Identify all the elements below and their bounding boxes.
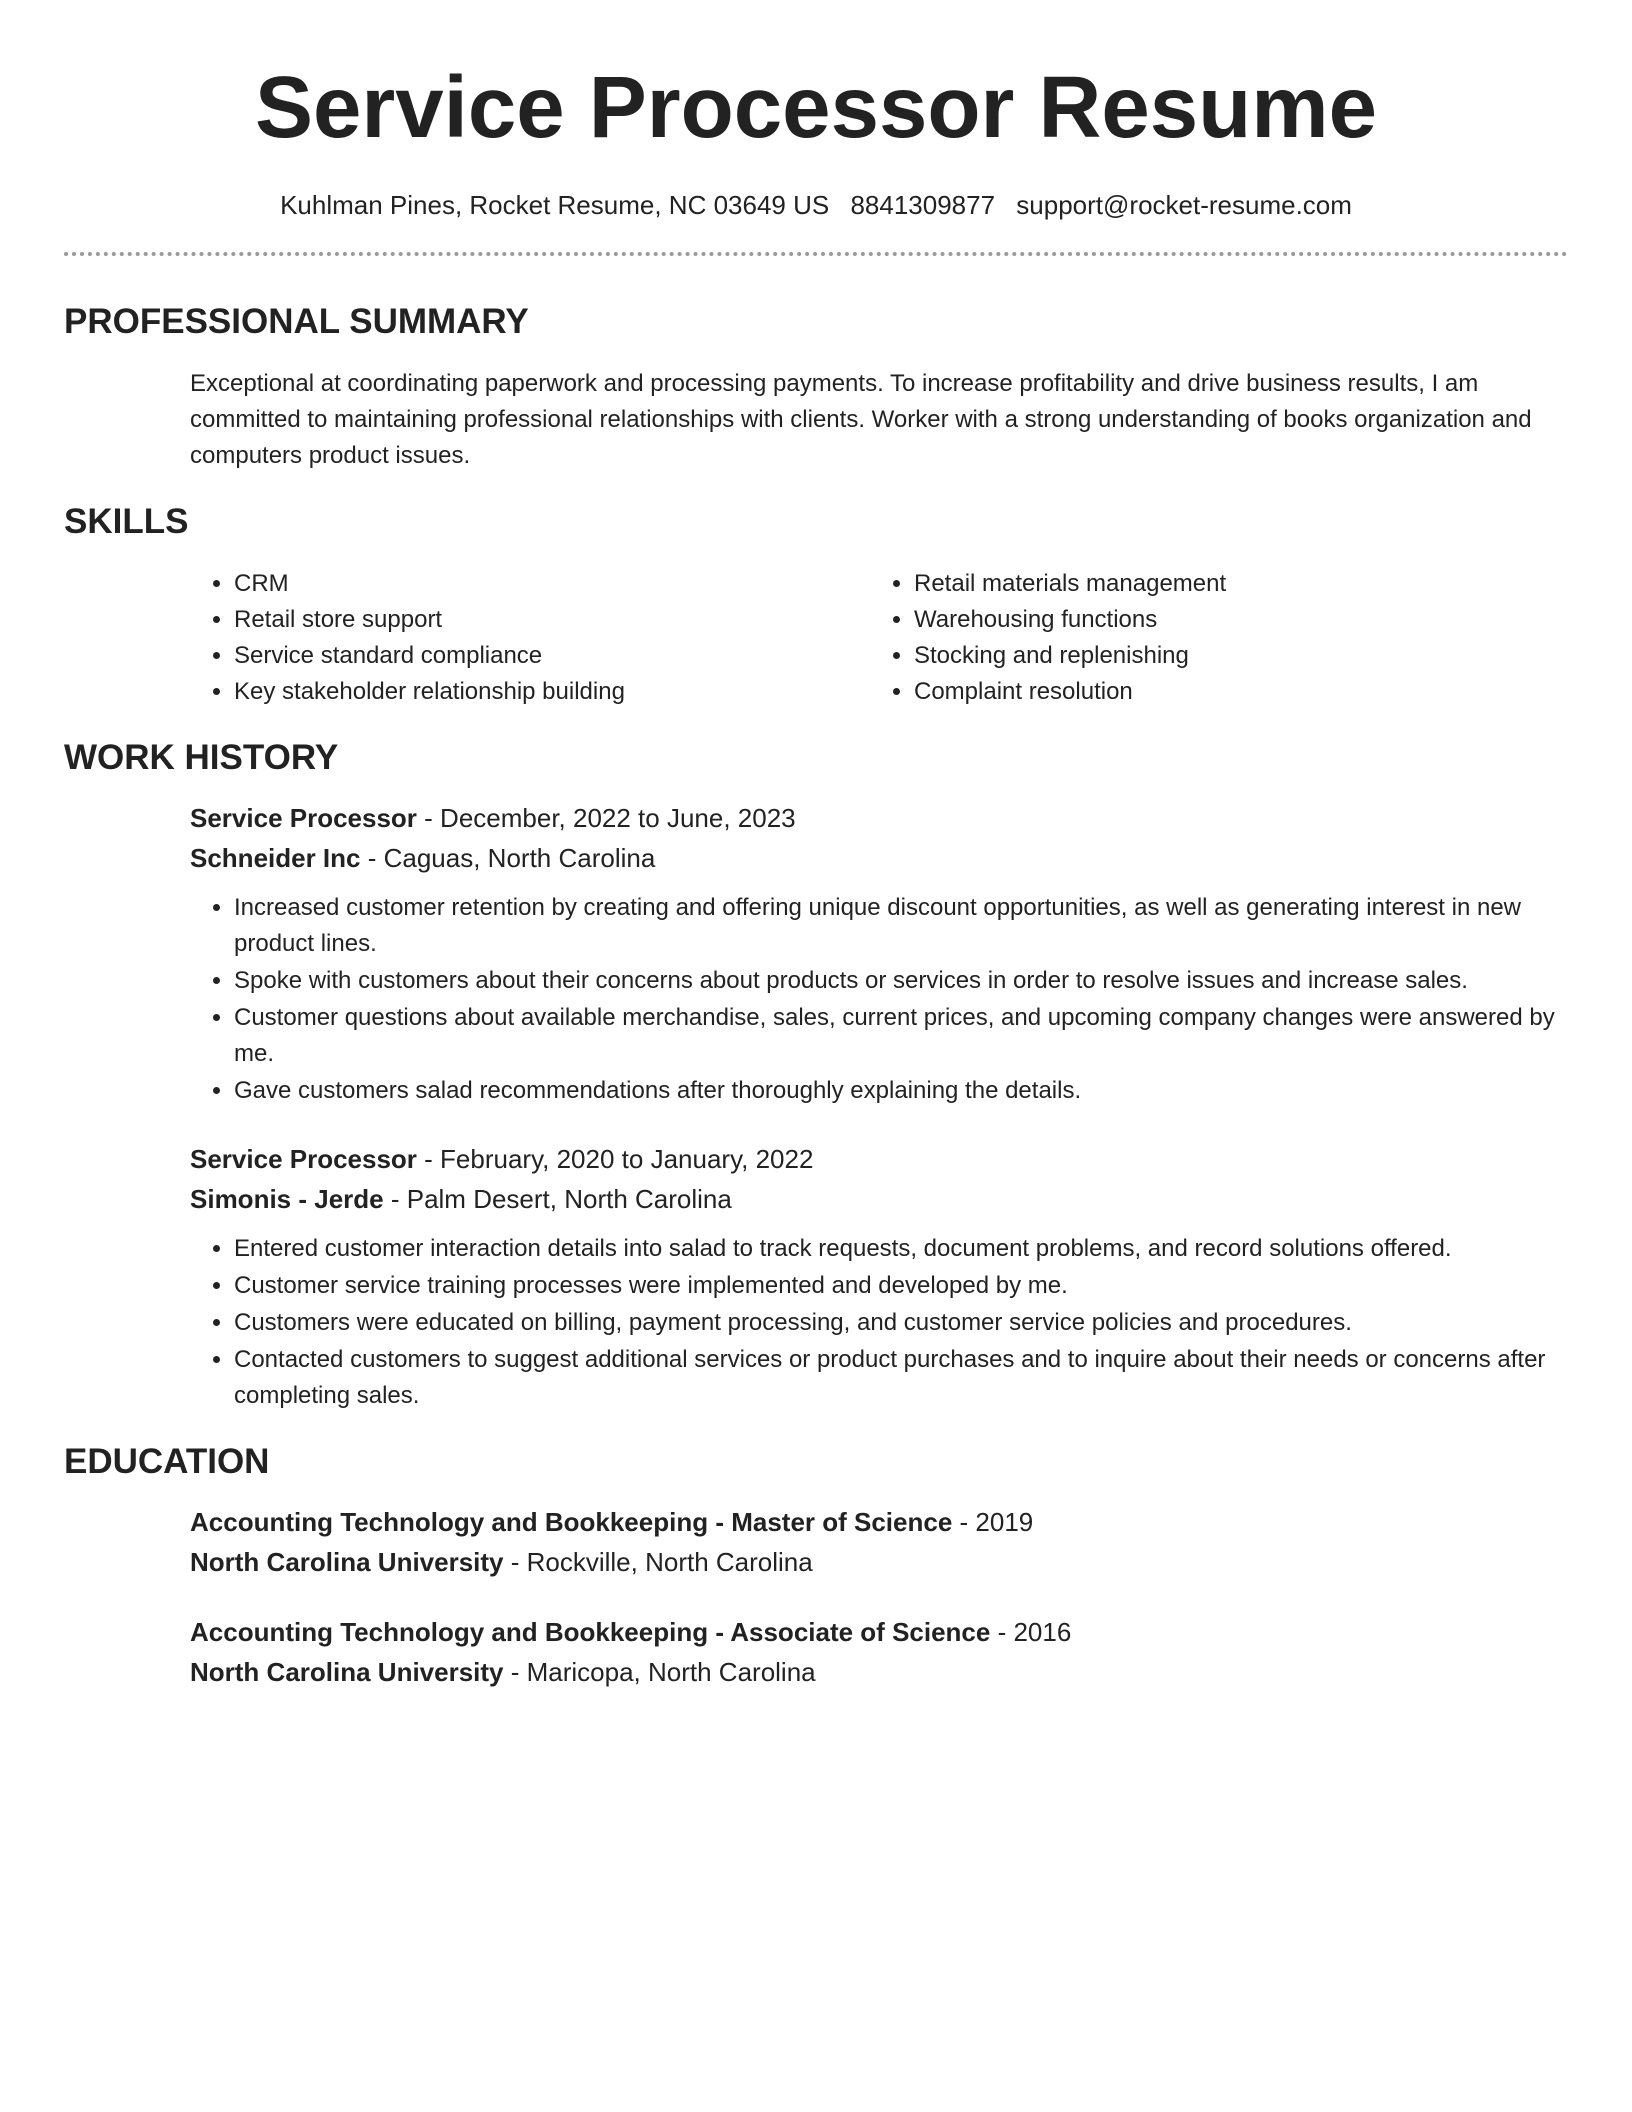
- duty-item: • Entered customer interaction details into salad to track requests, document problems, and record solutions offered.: [234, 1231, 1568, 1267]
- skill-item: • Service standard compliance: [234, 638, 870, 674]
- school-line: [190, 1652, 1568, 1692]
- skill-item: • Retail materials management: [914, 566, 1550, 602]
- job-title: Service Processor: [190, 1144, 417, 1174]
- job-company-line: [190, 1179, 1568, 1219]
- skills-column-right: [870, 566, 1550, 710]
- summary-heading: PROFESSIONAL SUMMARY: [64, 302, 529, 341]
- resume-title: Service Processor Resume: [255, 59, 1377, 156]
- duty-item: • Increased customer retention by creating and offering unique discount opportunities, as well as generating interest in new product lines.: [234, 890, 1568, 962]
- skill-item: • Key stakeholder relationship building: [234, 674, 870, 710]
- duty-item: • Gave customers salad recommendations after thoroughly explaining the details.: [234, 1073, 1568, 1109]
- duty-item: • Customer questions about available merchandise, sales, current prices, and upcoming company changes were answered by me.: [234, 1000, 1568, 1072]
- header-divider: [64, 252, 1568, 256]
- contact-address: Kuhlman Pines, Rocket Resume, NC 03649 US: [280, 190, 830, 220]
- work-history-heading: WORK HISTORY: [64, 738, 339, 777]
- degree-line: [190, 1502, 1568, 1542]
- duty-item: • Customer service training processes were implemented and developed by me.: [234, 1268, 1568, 1304]
- job-company: Schneider Inc: [190, 843, 361, 873]
- duty-item: • Customers were educated on billing, payment processing, and customer service policies and procedures.: [234, 1305, 1568, 1341]
- job-title-line: [190, 1139, 1568, 1179]
- school-location: - Maricopa, North Carolina: [503, 1657, 816, 1687]
- job-title-line: [190, 798, 1568, 838]
- skill-item: • Retail store support: [234, 602, 870, 638]
- job-company: Simonis - Jerde: [190, 1184, 384, 1214]
- job-location: - Palm Desert, North Carolina: [383, 1184, 732, 1214]
- school-line: [190, 1542, 1568, 1582]
- school-location: - Rockville, North Carolina: [503, 1547, 813, 1577]
- job-title: Service Processor: [190, 803, 417, 833]
- degree-year: - 2016: [990, 1617, 1072, 1647]
- skills-heading: SKILLS: [64, 502, 189, 541]
- contact-email: support@rocket-resume.com: [1016, 190, 1352, 220]
- skills-column-left: [190, 566, 870, 710]
- job-duties: [64, 1231, 1568, 1414]
- resume-page: [64, 0, 1568, 1692]
- skill-item: • Complaint resolution: [914, 674, 1550, 710]
- summary-text: Exceptional at coordinating paperwork and processing payments. To increase profitability and drive business results, I am committed to maintaining professional relationships with clients. Worker with a strong understanding of books organization and computers product issues.: [190, 370, 1532, 469]
- skill-item: • Stocking and replenishing: [914, 638, 1550, 674]
- contact-phone: 8841309877: [850, 190, 996, 220]
- school-name: North Carolina University: [190, 1547, 504, 1577]
- duty-item: • Contacted customers to suggest additional services or product purchases and to inquire about their needs or concerns after completing sales.: [234, 1342, 1568, 1414]
- job-duties: [64, 890, 1568, 1109]
- degree-line: [190, 1612, 1568, 1652]
- education-heading: EDUCATION: [64, 1442, 270, 1481]
- degree-name: Accounting Technology and Bookkeeping - Associate of Science: [190, 1617, 991, 1647]
- education-entry: [190, 1612, 1568, 1692]
- job-company-line: [190, 838, 1568, 878]
- skill-item: • Warehousing functions: [914, 602, 1550, 638]
- job-location: - Caguas, North Carolina: [360, 843, 656, 873]
- school-name: North Carolina University: [190, 1657, 504, 1687]
- job-dates: - February, 2020 to January, 2022: [416, 1144, 814, 1174]
- job-entry: [190, 798, 1568, 1109]
- degree-year: - 2019: [952, 1507, 1034, 1537]
- contact-info: [64, 188, 1568, 222]
- job-entry: [190, 1139, 1568, 1414]
- skills-list: [190, 566, 1568, 710]
- duty-item: • Spoke with customers about their concerns about products or services in order to resolve issues and increase sales.: [234, 963, 1568, 999]
- skill-item: • CRM: [234, 566, 870, 602]
- degree-name: Accounting Technology and Bookkeeping - Master of Science: [190, 1507, 953, 1537]
- job-dates: - December, 2022 to June, 2023: [416, 803, 796, 833]
- education-entry: [190, 1502, 1568, 1582]
